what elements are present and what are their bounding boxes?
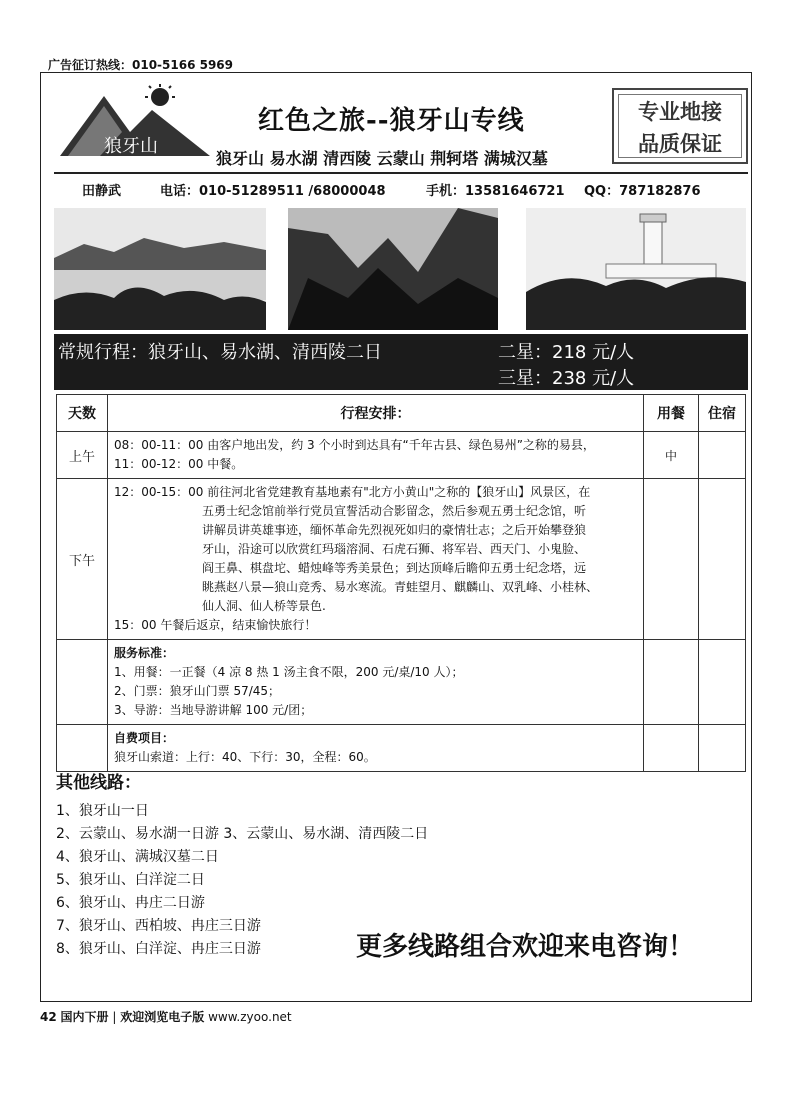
mountain-photo	[288, 208, 498, 330]
monument-photo	[526, 208, 746, 330]
list-item: 7、狼牙山、西柏坡、冉庄三日游	[56, 918, 261, 934]
plan-afternoon-line: 眺燕赵八景—狼山竞秀、易水寒流。青蛙望月、麒麟山、双乳峰、小桂林、	[202, 580, 599, 594]
list-item: 1、狼牙山一日	[56, 803, 149, 819]
list-item: 8、狼牙山、白洋淀、冉庄三日游	[56, 941, 261, 957]
plan-afternoon-line: 仙人洞、仙人桥等景色.	[202, 599, 326, 613]
other-routes-title: 其他线路：	[56, 773, 141, 793]
footer-section: 国内下册	[60, 1010, 109, 1024]
contact-phone: 电话：010-51289511 /68000048	[160, 184, 386, 199]
service-day-cell	[57, 640, 108, 725]
page-number: 42	[40, 1010, 57, 1024]
plan-morning	[108, 432, 644, 479]
badge-line-1: 专业地接	[638, 100, 722, 124]
optional-items	[108, 725, 644, 772]
optional-day-cell	[57, 725, 108, 772]
ad-hotline: 广告征订热线：010-5166 5969	[48, 58, 234, 72]
list-item: 2、云蒙山、易水湖一日游 3、云蒙山、易水湖、清西陵二日	[56, 826, 429, 842]
service-item: 3、导游：当地导游讲解 100 元/团；	[114, 703, 313, 717]
footer-url[interactable]: www.zyoo.net	[208, 1010, 292, 1024]
site-list: 狼牙山 易水湖 清西陵 云蒙山 荆轲塔 满城汉墓	[216, 149, 548, 168]
page-footer: 42 国内下册 | 欢迎浏览电子版 www.zyoo.net	[40, 1010, 292, 1024]
price-3star: 三星：238 元/人	[498, 368, 635, 389]
list-item: 6、狼牙山、冉庄二日游	[56, 895, 205, 911]
lake-photo	[54, 208, 266, 330]
table-row	[57, 725, 746, 772]
optional-title: 自费项目：	[114, 731, 175, 745]
plan-morning-line-2: 11：00-12：00 中餐。	[114, 457, 244, 471]
price-banner	[54, 334, 748, 390]
contact-name: 田静武	[82, 184, 122, 199]
banner-route: 常规行程：狼牙山、易水湖、清西陵二日	[58, 342, 382, 363]
header-meal: 用餐	[644, 395, 699, 432]
list-item: 4、狼牙山、满城汉墓二日	[56, 849, 219, 865]
plan-afternoon-line: 牙山，沿途可以欣赏红玛瑙溶洞、石虎石狮、将军岩、西天门、小鬼脸、	[202, 542, 587, 556]
quality-badge	[612, 88, 748, 164]
header-stay: 住宿	[699, 395, 746, 432]
plan-afternoon-line: 讲解员讲英雄事迹，缅怀革命先烈视死如归的豪情壮志；之后开始攀登狼	[202, 523, 587, 537]
table-row	[57, 640, 746, 725]
footer-slogan: 欢迎浏览电子版	[120, 1010, 205, 1024]
sun-icon	[151, 88, 169, 106]
plan-afternoon-lead: 12：00-15：00 前往河北省党建教育基地素有"北方小黄山"之称的【狼牙山】风景区，在	[114, 485, 591, 499]
plan-afternoon	[108, 479, 644, 640]
stay-afternoon	[699, 479, 746, 640]
optional-text: 狼牙山索道：上行：40、下行：30，全程：60。	[114, 750, 376, 764]
badge-line-2: 品质保证	[638, 132, 722, 156]
plan-morning-line-1: 08：00-11：00 由客户地出发，约 3 个小时到达具有“千年古县、绿色易州”之称的易县，	[114, 438, 595, 452]
table-row	[57, 432, 746, 479]
contact-mobile: 手机：13581646721	[426, 184, 565, 199]
plan-afternoon-end: 15：00 午餐后返京，结束愉快旅行！	[114, 618, 317, 632]
table-header-row	[57, 395, 746, 432]
day-afternoon: 下午	[57, 479, 108, 640]
table-row	[57, 479, 746, 640]
plan-afternoon-line: 阎王鼻、棋盘坨、蜡烛峰等秀美景色；到达顶峰后瞻仰五勇士纪念塔，远	[202, 561, 587, 575]
service-item: 2、门票：狼牙山门票 57/45；	[114, 684, 281, 698]
logo-text: 狼牙山	[104, 136, 158, 157]
list-item: 5、狼牙山、白洋淀二日	[56, 872, 205, 888]
contact-divider	[54, 172, 748, 174]
service-stay-cell	[699, 640, 746, 725]
header-day: 天数	[57, 395, 108, 432]
call-to-action: 更多线路组合欢迎来电咨询！	[356, 932, 695, 962]
optional-meal-cell	[644, 725, 699, 772]
meal-morning: 中	[644, 432, 699, 479]
plan-afternoon-line: 五勇士纪念馆前举行党员宣誓活动合影留念，然后参观五勇士纪念馆，听	[202, 504, 587, 518]
meal-afternoon	[644, 479, 699, 640]
service-meal-cell	[644, 640, 699, 725]
service-standards	[108, 640, 644, 725]
header-plan: 行程安排：	[108, 395, 644, 432]
service-item: 1、用餐：一正餐（4 凉 8 热 1 汤主食不限，200 元/桌/10 人）；	[114, 665, 464, 679]
itinerary-table	[56, 394, 746, 772]
optional-stay-cell	[699, 725, 746, 772]
price-2star: 二星：218 元/人	[498, 342, 635, 363]
ad-title: 红色之旅--狼牙山专线	[258, 106, 525, 136]
stay-morning	[699, 432, 746, 479]
day-morning: 上午	[57, 432, 108, 479]
contact-qq: QQ：787182876	[584, 184, 701, 199]
service-title: 服务标准：	[114, 646, 175, 660]
